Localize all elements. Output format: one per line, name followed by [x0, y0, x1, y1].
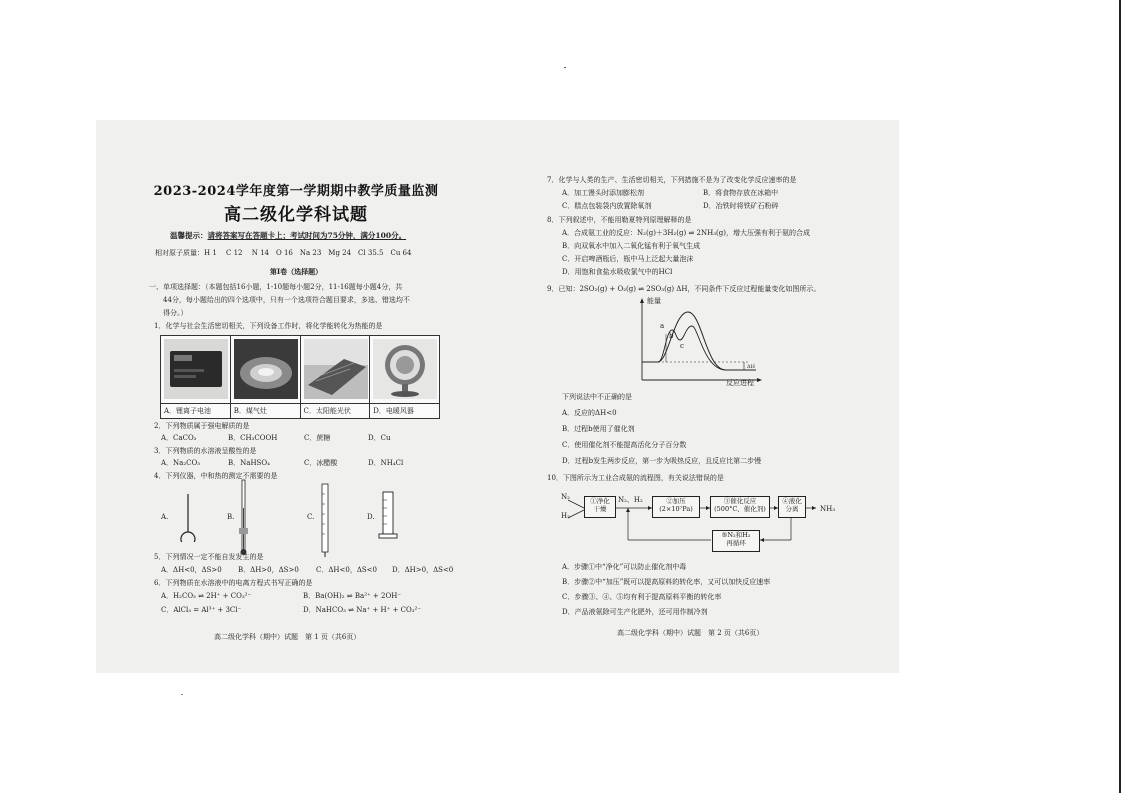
q2-option-c: C．蔗糖: [304, 434, 331, 442]
q3-option-b: B．NaHSO₄: [228, 459, 270, 467]
flow-step3-line1: ③催化反应: [723, 497, 757, 505]
q1-option-d: D．电暖风器: [370, 403, 439, 418]
q9-axis-x: 反应进程: [726, 379, 754, 387]
section-title: 第Ⅰ卷（选择题）: [269, 267, 323, 276]
q4-stem: 4．下列仪器，中和热的测定不需要的是: [154, 472, 278, 480]
q9-stem: 9．已知：2SO₂(g) + O₂(g) ⇌ 2SO₃(g) ΔH，不同条件下反应过程能量变化如图所示。: [547, 285, 821, 293]
q7-stem: 7．化学与人类的生产、生活密切相关，下列措施不是为了改变化学反应速率的是: [547, 176, 797, 184]
flow-step4-box: [778, 496, 806, 518]
q5-stem: 5．下列情况一定不能自发发生的是: [154, 553, 264, 561]
q1-option-b: B．煤气灶: [231, 403, 300, 418]
flow-step3-box: [710, 496, 770, 518]
flow-input-h2: H₂: [561, 512, 570, 520]
q7-option-a: A．加工馒头时添加膨松剂: [562, 189, 645, 197]
notice-label: 温馨提示：: [170, 231, 208, 240]
q9-axis-y: 能量: [647, 297, 661, 305]
q9-label-b: b: [669, 332, 674, 340]
flow-step1-box: [584, 496, 616, 518]
q1-option-c: C．太阳能光伏: [301, 403, 370, 418]
scan-border-line: [1119, 0, 1121, 793]
q8-option-b: B．向双氧水中加入二氧化锰有利于氧气生成: [562, 242, 701, 250]
q6-stem: 6．下列物质在水溶液中的电离方程式书写正确的是: [154, 579, 313, 587]
q1-figure-table: [160, 335, 440, 419]
q3-stem: 3．下列物质的水溶液呈酸性的是: [154, 447, 257, 455]
q8-option-d: D．用饱和食盐水吸收氯气中的HCl: [562, 268, 673, 276]
section-intro-line: 得分。）: [149, 309, 188, 317]
q7-option-b: B．将食物存放在冰箱中: [703, 189, 779, 197]
q9-label-delta: ΔH: [747, 364, 755, 370]
flow-step4-line1: ④液化: [782, 497, 802, 505]
notice-text: 请将答案写在答题卡上；考试时间为75分钟，满分100分。: [207, 231, 407, 240]
q1-cell-d: [370, 336, 439, 418]
q9-prompt: 下列说法中不正确的是: [562, 393, 632, 401]
scan-speck: [564, 67, 566, 68]
q4-option-c: C.: [307, 513, 315, 521]
scan-speck: [181, 694, 183, 695]
exam-title-line2: 高二级化学科试题: [224, 205, 368, 225]
q6-option-a: A．H₂CO₃ ⇌ 2H⁺ + CO₃²⁻: [161, 592, 252, 600]
q7-option-c: C．糕点包装袋内放置除氧剂: [562, 202, 652, 210]
burette-icon: [318, 482, 332, 558]
q1-cell-c: [301, 336, 371, 418]
section-intro-line: 44分，每小题给出的四个选项中，只有一个选项符合题目要求，多选、错选均不: [149, 296, 410, 304]
flow-step2-box: [652, 496, 700, 518]
section-intro-line: 一、单项选择题：（本题包括16小题，1-10题每小题2分，11-16题每小题4分，共: [149, 283, 403, 291]
solar-panel-icon: [304, 339, 368, 399]
exam-title-line1: 2023-2024学年度第一学期期中教学质量监测: [153, 184, 439, 199]
flow-step3-line2: (500°C、催化剂): [714, 505, 766, 513]
flow-input-n2: N₂: [561, 493, 570, 501]
q9-option-d: D．过程b发生两步反应，第一步为吸热反应，且反应比第二步慢: [562, 457, 762, 465]
flow-step2-line1: ②加压: [666, 497, 686, 505]
thermometer-icon: [236, 478, 252, 558]
q2-option-a: A．CaCO₃: [161, 434, 197, 442]
flow-step5-line1: ⑤N₂和H₂: [721, 531, 751, 539]
q5-option-d: D．ΔH>0，ΔS<0: [392, 566, 454, 574]
q1-cell-a: [161, 336, 231, 418]
footer-left: 高二级化学科（期中）试题 第 1 页（共6页）: [214, 633, 361, 641]
q4-option-a: A.: [161, 513, 169, 521]
graduated-cylinder-icon: [377, 490, 399, 542]
q1-stem: 1．化学与社会生活密切相关，下列设备工作时，将化学能转化为热能的是: [154, 322, 383, 330]
q1-cell-b: [231, 336, 301, 418]
q9-option-b: B．过程b使用了催化剂: [562, 425, 635, 433]
q2-option-d: D．Cu: [368, 434, 391, 442]
q8-option-a: A．合成氨工业的反应：N₂(g)＋3H₂(g) ⇌ 2NH₃(g)，增大压强有利于氨的合成: [562, 229, 810, 237]
q10-option-d: D．产品液氨除可生产化肥外，还可用作制冷剂: [562, 608, 708, 616]
q3-option-d: D．NH₄Cl: [368, 459, 404, 467]
q8-option-c: C．开启啤酒瓶后，瓶中马上泛起大量泡沫: [562, 255, 694, 263]
gas-stove-icon: [234, 339, 298, 399]
battery-icon: [164, 339, 228, 399]
q3-option-a: A．Na₂CO₃: [161, 459, 201, 467]
q10-option-b: B．步骤②中“加压”既可以提高原料的转化率，又可以加快反应速率: [562, 578, 771, 586]
q8-stem: 8．下列叙述中，不能用勒夏特列原理解释的是: [547, 216, 692, 224]
flow-step5-box: [712, 530, 760, 552]
q6-option-b: B．Ba(OH)₂ ⇌ Ba²⁺ + 2OH⁻: [303, 592, 402, 600]
q1-option-a: A．锂离子电池: [161, 403, 230, 418]
q9-option-a: A．反应的ΔH<0: [562, 409, 617, 417]
q6-option-c: C．AlCl₃ = Al³⁺ + 3Cl⁻: [161, 606, 242, 614]
q4-option-d: D.: [367, 513, 375, 521]
energy-diagram: [636, 296, 766, 388]
flow-step2-line2: (2×10⁷Pa): [659, 505, 693, 513]
q9-label-c: c: [680, 342, 684, 350]
flow-step1-line1: ①净化: [590, 497, 610, 505]
q4-option-b: B.: [227, 513, 235, 521]
q7-option-d: D．冶铁时将铁矿石粉碎: [703, 202, 779, 210]
q9-label-a: a: [660, 322, 665, 330]
exam-sheet: [96, 120, 899, 673]
q5-option-c: C．ΔH<0，ΔS<0: [316, 566, 378, 574]
footer-right: 高二级化学科（期中）试题 第 2 页（共6页）: [617, 629, 764, 637]
flow-step1-line2: 干燥: [593, 505, 607, 513]
stirrer-icon: [172, 492, 196, 542]
q3-option-c: C．冰醋酸: [304, 459, 338, 467]
notice: [170, 231, 406, 240]
electric-heater-icon: [373, 339, 437, 399]
q2-option-b: B．CH₃COOH: [228, 434, 278, 442]
q2-stem: 2．下列物质属于强电解质的是: [154, 422, 250, 430]
q5-option-a: A．ΔH<0，ΔS>0: [161, 566, 222, 574]
atomic-masses: 相对原子质量：H 1 C 12 N 14 O 16 Na 23 Mg 24 Cl 35.5 Cu 64: [155, 249, 412, 257]
flow-step5-line2: 再循环: [726, 539, 746, 547]
flow-step4-line2: 分离: [785, 505, 799, 513]
q9-option-c: C．使用催化剂不能提高活化分子百分数: [562, 441, 687, 449]
q10-stem: 10．下图所示为工业合成氨的流程图，有关说法错误的是: [547, 474, 724, 482]
q10-option-a: A．步骤①中“净化”可以防止催化剂中毒: [562, 563, 687, 571]
q6-option-d: D．NaHCO₃ ⇌ Na⁺ + H⁺ + CO₃²⁻: [303, 606, 422, 614]
q5-option-b: B．ΔH>0，ΔS>0: [238, 566, 299, 574]
flow-mid-label: N₂、H₂: [618, 496, 643, 504]
flow-output: NH₃: [820, 505, 836, 513]
q10-option-c: C．步骤③、④、⑤均有利于提高原料平衡的转化率: [562, 593, 722, 601]
